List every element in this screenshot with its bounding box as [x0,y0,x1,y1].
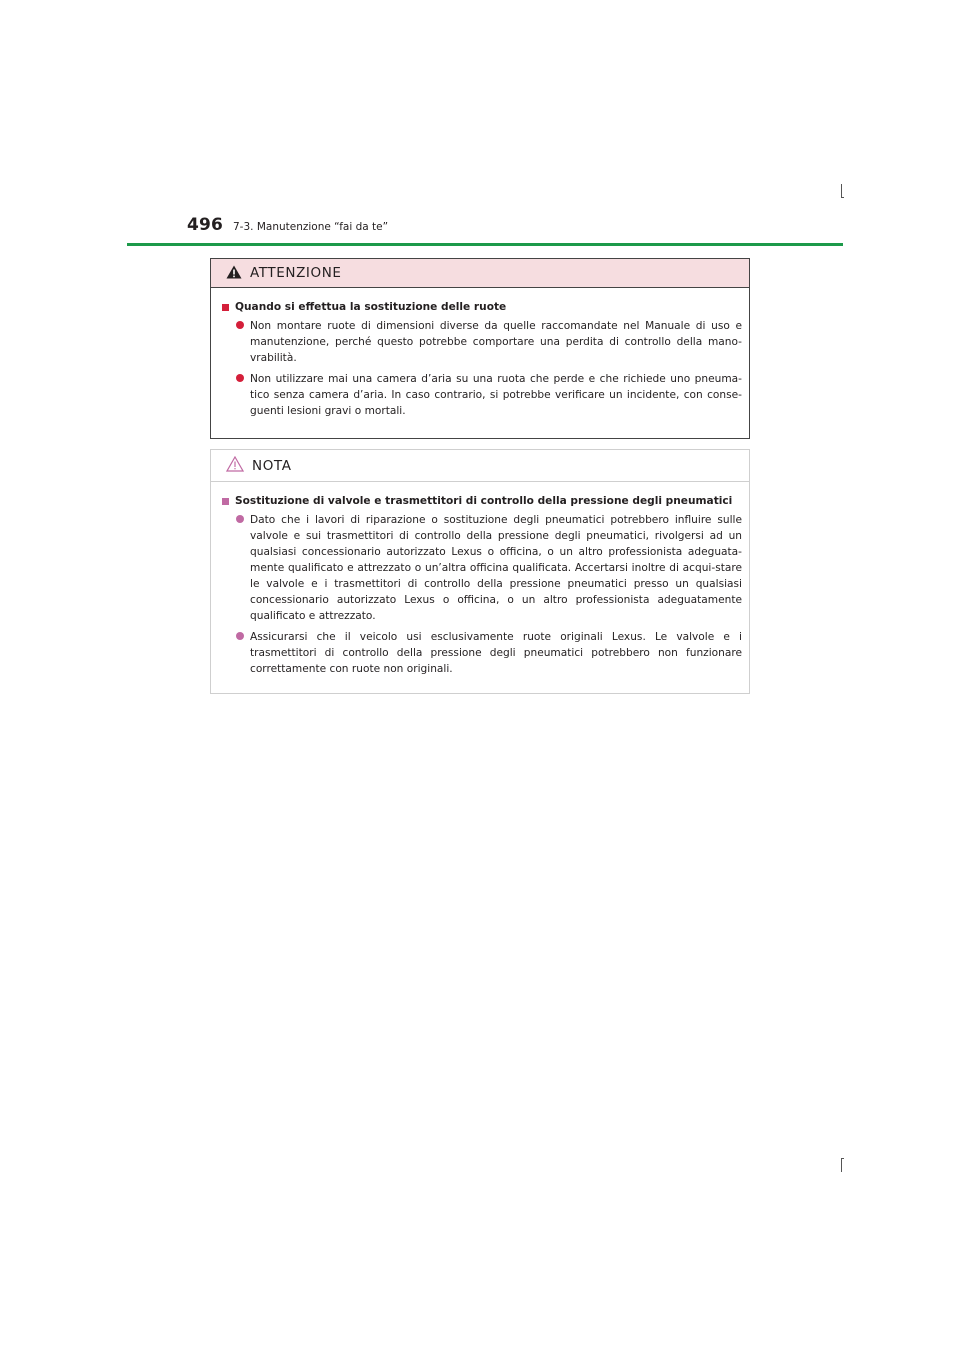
warning-subheading-text: Quando si effettua la sostituzione delle ruote [235,301,507,313]
warning-item [221,371,742,419]
warning-body [211,301,749,419]
note-item-text: Assicurarsi che il veicolo usi esclusivamente ruote originali Lexus. Le valvole e i trasmettitori di controllo della pressione degli pneumatici potrebbero non funzionare correttamente con ruote non originali. [250,631,742,675]
note-header [211,450,749,482]
section-title: 7-3. Manutenzione “fai da te” [233,221,389,233]
note-box [210,449,750,694]
note-body [211,495,749,677]
warning-title: ATTENZIONE [250,265,342,281]
square-bullet-icon [222,304,229,311]
crop-mark-top [841,184,842,198]
round-bullet-icon [236,374,244,382]
round-bullet-icon [236,515,244,523]
warning-item [221,318,742,366]
warning-triangle-icon [226,264,242,283]
page-number: 496 [187,215,224,235]
round-bullet-icon [236,321,244,329]
header-rule [127,243,843,246]
caution-outline-triangle-icon [226,456,244,476]
note-title: NOTA [252,457,292,474]
crop-mark-top-foot [841,197,844,198]
crop-mark-bottom-foot [841,1158,844,1159]
warning-box [210,258,750,439]
warning-item-text: Non utilizzare mai una camera d’aria su una ruota che perde e che richiede uno pneuma-tico senza camera d’aria. In caso contrario, si potrebbe verificare un incidente, con conse-guenti lesioni gravi o mortali. [250,373,742,417]
warning-subheading [221,301,742,313]
crop-mark-bottom [841,1158,842,1172]
warning-item-text: Non montare ruote di dimensioni diverse da quelle raccomandate nel Manuale di uso e manutenzione, perché questo potrebbe comportare una perdita di controllo della mano-vrabilità. [250,320,742,364]
note-subheading-text: Sostituzione di valvole e trasmettitori di controllo della pressione degli pneumatici [235,495,733,507]
note-subheading [221,495,742,507]
note-item-text: Dato che i lavori di riparazione o sostituzione degli pneumatici potrebbero influire sulle valvole e sui trasmettitori di controllo della pressione degli pneumatici, rivolgersi ad un qualsiasi concessionario autorizzato Lexus o officina, o un altro professionista adeguata-mente qualificato e attrezzato o un’altra officina qualificata. Accertarsi inoltre di acqui-stare le valvole e i trasmettitori di controllo della pressione pneumatici presso un qualsiasi concessionario autorizzato Lexus o officina, o un altro professionista adeguatamente qualificato e attrezzato. [250,514,742,622]
square-bullet-icon [222,498,229,505]
note-item [221,629,742,677]
warning-header [211,259,749,288]
note-item [221,512,742,624]
round-bullet-icon [236,632,244,640]
